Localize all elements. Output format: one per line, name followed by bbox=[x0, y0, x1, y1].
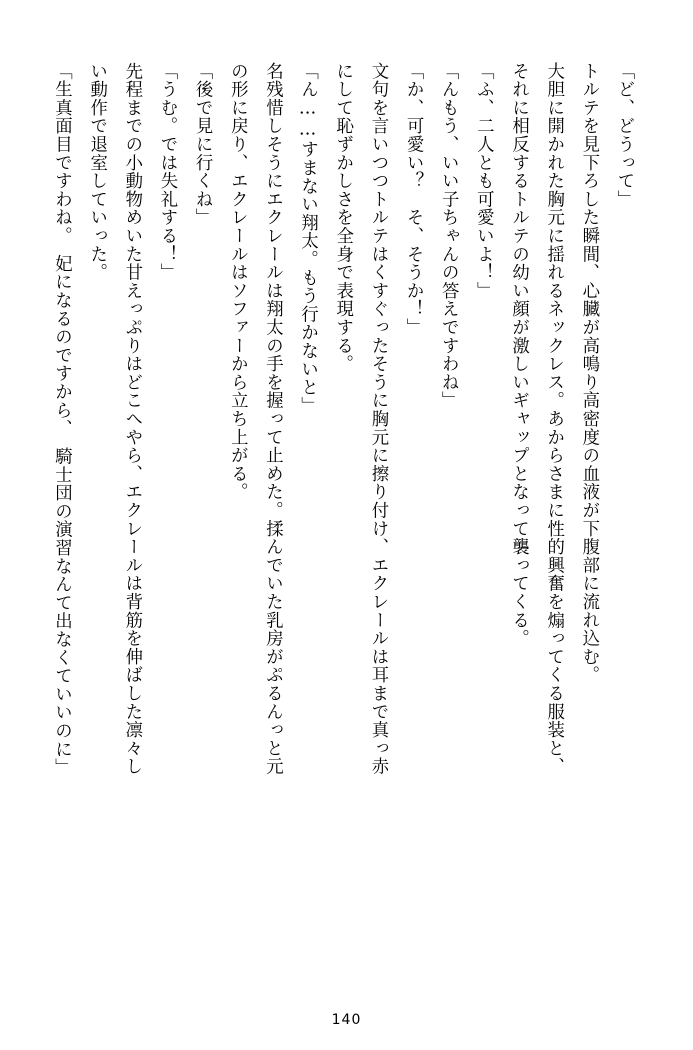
paragraph: 「ふ、二人とも可愛いよ！」 bbox=[473, 62, 494, 300]
paragraph: 「後で見に行くね」 bbox=[192, 62, 213, 227]
paragraph: 「生真面目ですわね。 妃になるのですから、 騎士団の演習なんて出なくていいのに」 bbox=[51, 62, 72, 777]
paragraph: 「ど、どうって」 bbox=[614, 62, 634, 209]
paragraph: の形に戻り、エクレールはソファーから立ち上がる。 bbox=[227, 62, 248, 502]
paragraph: にして恥ずかしさを全身で表現する。 bbox=[332, 62, 353, 374]
paragraph: それに相反するトルテの幼い顔が激しいギャップとなって襲ってくる。 bbox=[508, 62, 529, 648]
paragraph: トルテを見下ろした瞬間、心臓が高鳴り高密度の血液が下腹部に流れ込む。 bbox=[578, 62, 599, 685]
paragraph: 先程までの小動物めいた甘えっぷりはどこへやら、エクレールは背筋を伸ばした凛々し bbox=[121, 62, 142, 776]
paragraph: 名残惜しそうにエクレールは翔太の手を握って止めた。揉んでいた乳房がぷるんっと元 bbox=[262, 62, 283, 776]
paragraph: 文句を言いつつトルテはくすぐったそうに胸元に擦り付け、エクレールは耳まで真っ赤 bbox=[367, 62, 388, 776]
page-number: 140 bbox=[331, 1012, 362, 1028]
paragraph: 「んもう、いい子ちゃんの答えですわね」 bbox=[438, 62, 459, 410]
vertical-text-body bbox=[48, 62, 641, 972]
paragraph: 「ん……すまない翔太。もう行かないと」 bbox=[297, 62, 318, 415]
paragraph: 「か、可愛い？ そ、そうか！」 bbox=[403, 62, 424, 337]
paragraph: 大胆に開かれた胸元に揺れるネックレス。あからさまに性的興奮を煽ってくる服装と、 bbox=[543, 62, 564, 776]
paragraph: い動作で退室していった。 bbox=[86, 62, 107, 282]
paragraph: 「うむ。では失礼する！」 bbox=[156, 62, 177, 282]
